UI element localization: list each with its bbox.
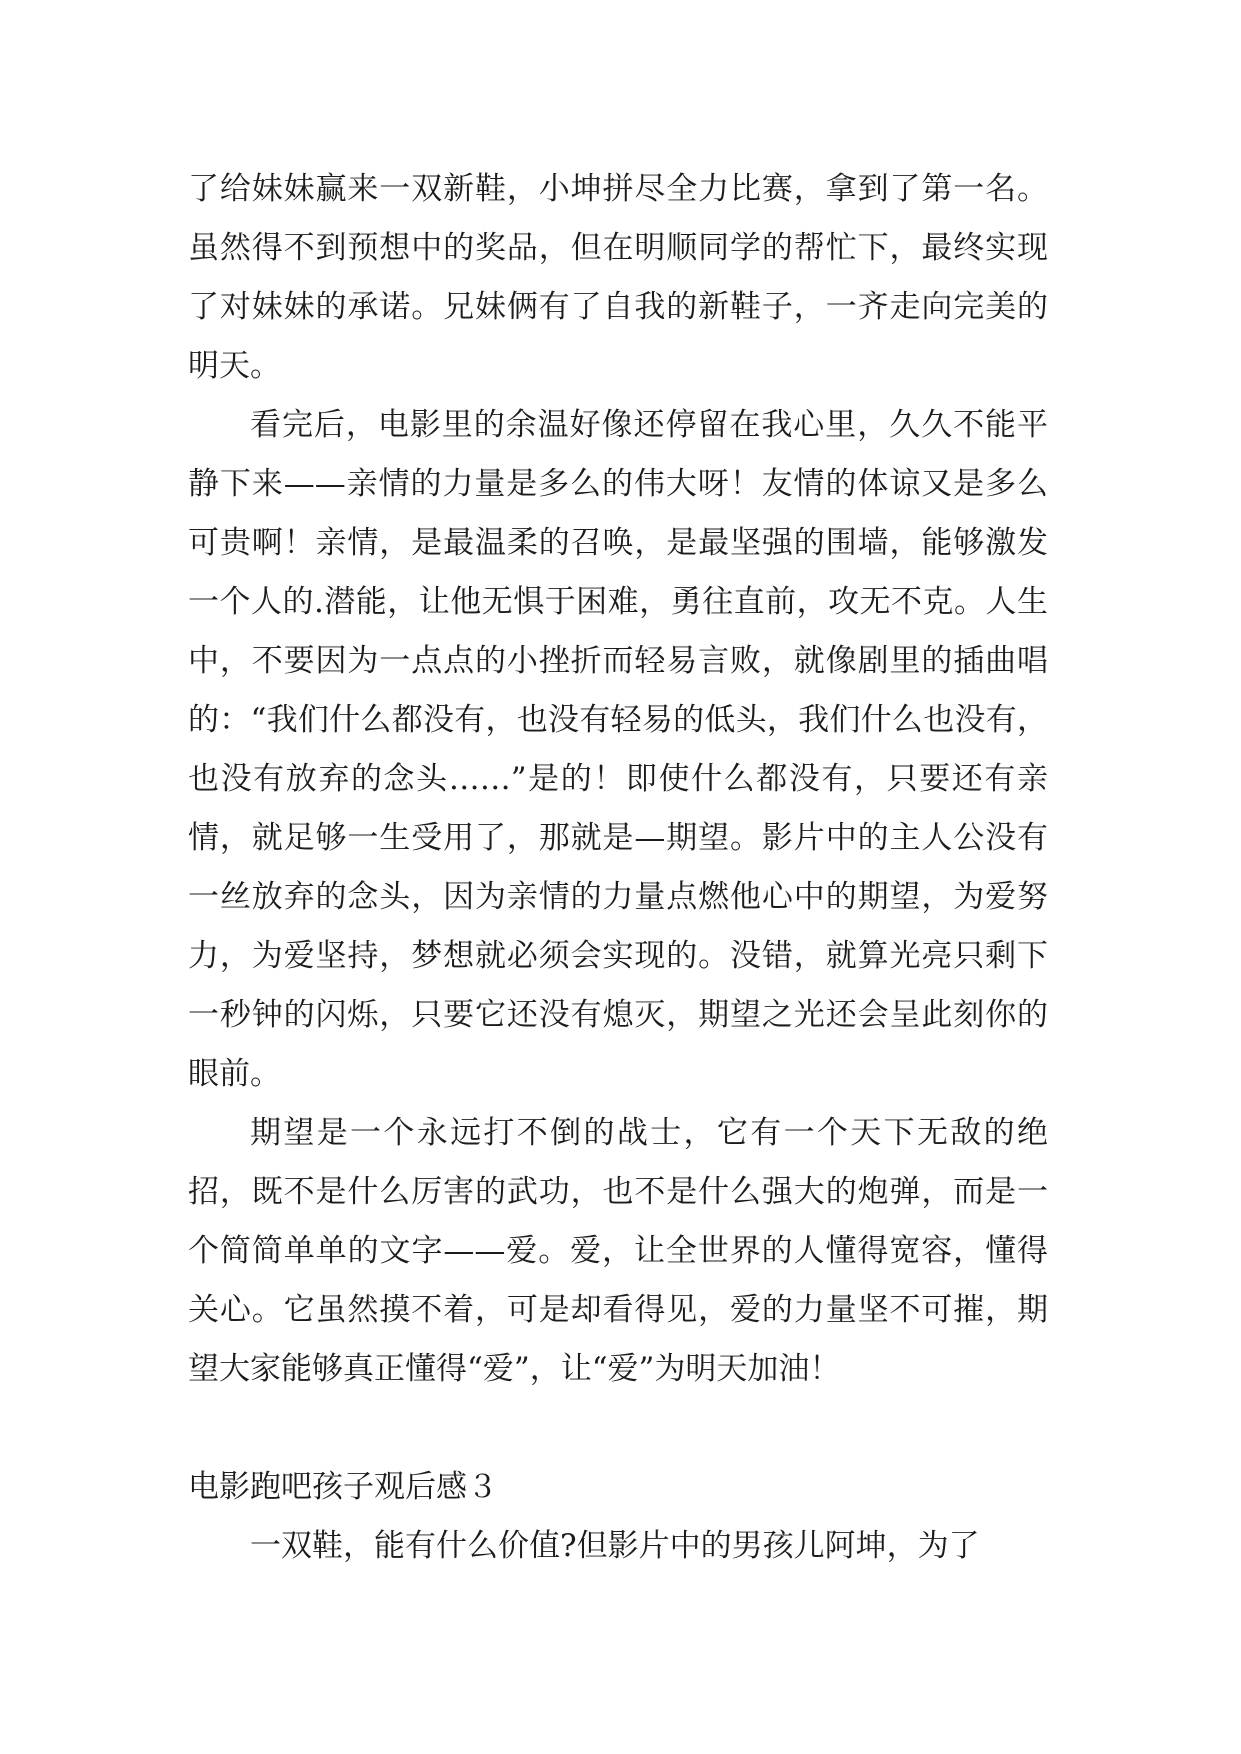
paragraph-continuation: 了给妹妹赢来一双新鞋，小坤拼尽全力比赛，拿到了第一名。虽然得不到预想中的奖品，但在明顺同学的帮忙下，最终实现了对妹妹的承诺。兄妹俩有了自我的新鞋子，一齐走向完美的明天。: [188, 171, 1048, 384]
document-body: [188, 160, 1048, 1576]
section-heading: 电影跑吧孩子观后感３: [188, 1469, 498, 1505]
paragraph-new-section: 一双鞋，能有什么价值?但影片中的男孩儿阿坤，为了: [250, 1528, 980, 1564]
paragraph-reflection: 看完后，电影里的余温好像还停留在我心里，久久不能平静下来——亲情的力量是多么的伟大呀！友情的体谅又是多么可贵啊！亲情，是最温柔的召唤，是最坚强的围墙，能够激发一个人的.潜能，让他无惧于困难，勇往直前，攻无不克。人生中，不要因为一点点的小挫折而轻易言败，就像剧里的插曲唱的：“我们什么都没有，也没有轻易的低头，我们什么也没有，也没有放弃的念头……”是的！即使什么都没有，只要还有亲情，就足够一生受用了，那就是—期望。影片中的主人公没有一丝放弃的念头，因为亲情的力量点燃他心中的期望，为爱努力，为爱坚持，梦想就必须会实现的。没错，就算光亮只剩下一秒钟的闪烁，只要它还没有熄灭，期望之光还会呈此刻你的眼前。: [188, 407, 1048, 1092]
paragraph-hope: 期望是一个永远打不倒的战士，它有一个天下无敌的绝招，既不是什么厉害的武功，也不是什么强大的炮弹，而是一个简简单单的文字——爱。爱，让全世界的人懂得宽容，懂得关心。它虽然摸不着，可是却看得见，爱的力量坚不可摧，期望大家能够真正懂得“爱”，让“爱”为明天加油！: [188, 1115, 1048, 1387]
